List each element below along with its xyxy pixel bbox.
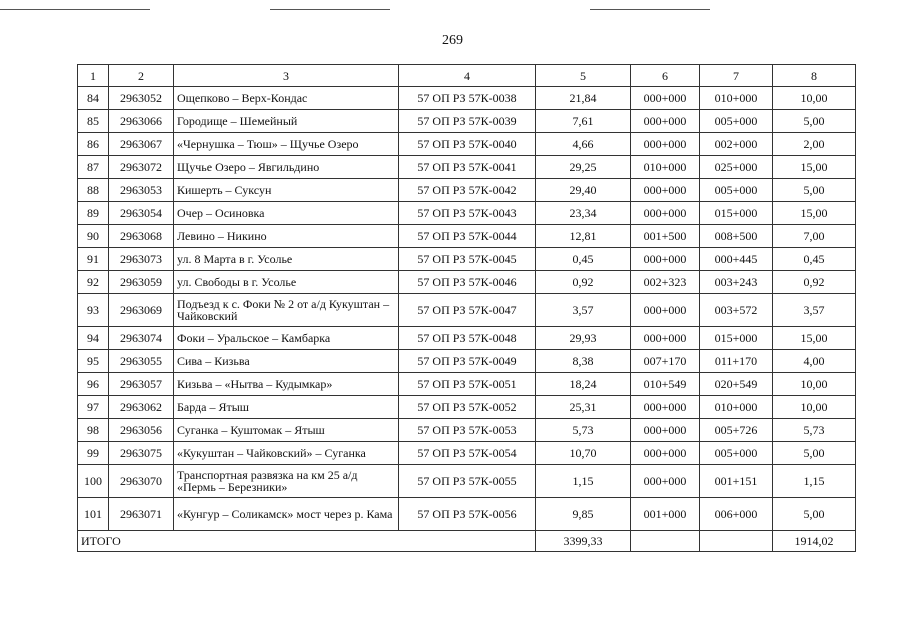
road-code: 2963074	[109, 327, 174, 350]
road-name: Транспортная развязка на км 25 а/д «Пермь – Березники»	[174, 465, 399, 498]
road-name: «Чернушка – Тюш» – Щучье Озеро	[174, 133, 399, 156]
table-row	[78, 350, 856, 373]
road-name: Кизьва – «Нытва – Кудымкар»	[174, 373, 399, 396]
km-end: 010+000	[700, 396, 773, 419]
total-section-length: 1914,02	[773, 531, 856, 552]
km-start: 007+170	[631, 350, 700, 373]
road-id: 57 ОП РЗ 57К-0042	[399, 179, 536, 202]
road-id: 57 ОП РЗ 57К-0052	[399, 396, 536, 419]
row-number: 85	[78, 110, 109, 133]
section-length: 15,00	[773, 202, 856, 225]
table-row	[78, 110, 856, 133]
road-length: 29,25	[536, 156, 631, 179]
km-start: 000+000	[631, 110, 700, 133]
section-length: 5,00	[773, 442, 856, 465]
row-number: 86	[78, 133, 109, 156]
road-id: 57 ОП РЗ 57К-0049	[399, 350, 536, 373]
table-row	[78, 202, 856, 225]
row-number: 100	[78, 465, 109, 498]
road-id: 57 ОП РЗ 57К-0051	[399, 373, 536, 396]
km-start: 000+000	[631, 442, 700, 465]
table-row	[78, 442, 856, 465]
row-number: 98	[78, 419, 109, 442]
header-cell: 2	[109, 65, 174, 87]
section-length: 5,00	[773, 110, 856, 133]
road-id: 57 ОП РЗ 57К-0047	[399, 294, 536, 327]
road-register-table	[77, 64, 856, 552]
table-row	[78, 156, 856, 179]
header-row	[78, 65, 856, 87]
road-name: Фоки – Уральское – Камбарка	[174, 327, 399, 350]
section-length: 3,57	[773, 294, 856, 327]
table-row	[78, 87, 856, 110]
km-end: 008+500	[700, 225, 773, 248]
road-code: 2963069	[109, 294, 174, 327]
row-number: 101	[78, 498, 109, 531]
total-row	[78, 531, 856, 552]
road-name: Ощепково – Верх-Кондас	[174, 87, 399, 110]
row-number: 84	[78, 87, 109, 110]
km-end: 000+445	[700, 248, 773, 271]
road-name: Щучье Озеро – Явгильдино	[174, 156, 399, 179]
road-code: 2963059	[109, 271, 174, 294]
road-id: 57 ОП РЗ 57К-0048	[399, 327, 536, 350]
road-length: 18,24	[536, 373, 631, 396]
road-id: 57 ОП РЗ 57К-0054	[399, 442, 536, 465]
top-rule-right	[590, 9, 710, 10]
table-row	[78, 294, 856, 327]
road-name: Барда – Ятыш	[174, 396, 399, 419]
road-id: 57 ОП РЗ 57К-0045	[399, 248, 536, 271]
road-code: 2963071	[109, 498, 174, 531]
road-code: 2963056	[109, 419, 174, 442]
row-number: 93	[78, 294, 109, 327]
row-number: 95	[78, 350, 109, 373]
table-row	[78, 327, 856, 350]
km-start: 000+000	[631, 465, 700, 498]
km-start: 000+000	[631, 202, 700, 225]
road-code: 2963073	[109, 248, 174, 271]
road-length: 10,70	[536, 442, 631, 465]
km-end: 006+000	[700, 498, 773, 531]
section-length: 2,00	[773, 133, 856, 156]
top-rule-left	[0, 9, 150, 10]
total-label: ИТОГО	[78, 531, 536, 552]
table-row	[78, 248, 856, 271]
road-name: Городище – Шемейный	[174, 110, 399, 133]
km-end: 005+000	[700, 179, 773, 202]
road-code: 2963067	[109, 133, 174, 156]
road-name: Кишерть – Суксун	[174, 179, 399, 202]
km-start: 000+000	[631, 419, 700, 442]
road-name: ул. Свободы в г. Усолье	[174, 271, 399, 294]
road-id: 57 ОП РЗ 57К-0038	[399, 87, 536, 110]
road-code: 2963062	[109, 396, 174, 419]
header-cell: 1	[78, 65, 109, 87]
header-cell: 8	[773, 65, 856, 87]
section-length: 15,00	[773, 156, 856, 179]
road-length: 23,34	[536, 202, 631, 225]
row-number: 88	[78, 179, 109, 202]
row-number: 90	[78, 225, 109, 248]
table-row	[78, 373, 856, 396]
section-length: 5,73	[773, 419, 856, 442]
road-length: 4,66	[536, 133, 631, 156]
top-rule-center	[270, 9, 390, 10]
header-cell: 5	[536, 65, 631, 87]
road-code: 2963072	[109, 156, 174, 179]
section-length: 10,00	[773, 396, 856, 419]
road-name: Левино – Никино	[174, 225, 399, 248]
km-end: 015+000	[700, 327, 773, 350]
header-cell: 7	[700, 65, 773, 87]
km-end: 015+000	[700, 202, 773, 225]
road-name: ул. 8 Марта в г. Усолье	[174, 248, 399, 271]
table-row	[78, 133, 856, 156]
row-number: 99	[78, 442, 109, 465]
road-name: Суганка – Куштомак – Ятыш	[174, 419, 399, 442]
road-length: 0,45	[536, 248, 631, 271]
km-start: 000+000	[631, 396, 700, 419]
road-code: 2963052	[109, 87, 174, 110]
section-length: 4,00	[773, 350, 856, 373]
km-end: 005+726	[700, 419, 773, 442]
row-number: 94	[78, 327, 109, 350]
road-id: 57 ОП РЗ 57К-0056	[399, 498, 536, 531]
section-length: 0,45	[773, 248, 856, 271]
km-start: 010+000	[631, 156, 700, 179]
road-code: 2963055	[109, 350, 174, 373]
km-start: 001+000	[631, 498, 700, 531]
road-length: 8,38	[536, 350, 631, 373]
road-id: 57 ОП РЗ 57К-0040	[399, 133, 536, 156]
section-length: 0,92	[773, 271, 856, 294]
km-end: 002+000	[700, 133, 773, 156]
road-length: 1,15	[536, 465, 631, 498]
km-end: 010+000	[700, 87, 773, 110]
km-start: 000+000	[631, 179, 700, 202]
road-length: 7,61	[536, 110, 631, 133]
row-number: 89	[78, 202, 109, 225]
km-start: 000+000	[631, 87, 700, 110]
road-id: 57 ОП РЗ 57К-0044	[399, 225, 536, 248]
road-code: 2963053	[109, 179, 174, 202]
km-end: 003+243	[700, 271, 773, 294]
km-end: 025+000	[700, 156, 773, 179]
km-start: 001+500	[631, 225, 700, 248]
km-start: 000+000	[631, 133, 700, 156]
road-id: 57 ОП РЗ 57К-0053	[399, 419, 536, 442]
km-end: 001+151	[700, 465, 773, 498]
road-length: 5,73	[536, 419, 631, 442]
km-start: 000+000	[631, 294, 700, 327]
row-number: 96	[78, 373, 109, 396]
road-length: 9,85	[536, 498, 631, 531]
section-length: 10,00	[773, 373, 856, 396]
km-start: 010+549	[631, 373, 700, 396]
table-row	[78, 465, 856, 498]
road-length: 29,40	[536, 179, 631, 202]
km-end: 020+549	[700, 373, 773, 396]
header-cell: 6	[631, 65, 700, 87]
row-number: 92	[78, 271, 109, 294]
road-code: 2963070	[109, 465, 174, 498]
road-length: 3,57	[536, 294, 631, 327]
table-row	[78, 396, 856, 419]
section-length: 5,00	[773, 179, 856, 202]
road-length: 29,93	[536, 327, 631, 350]
section-length: 10,00	[773, 87, 856, 110]
table-row	[78, 179, 856, 202]
road-length: 12,81	[536, 225, 631, 248]
road-name: Сива – Кизьва	[174, 350, 399, 373]
section-length: 1,15	[773, 465, 856, 498]
road-name: «Кукуштан – Чайковский» – Суганка	[174, 442, 399, 465]
empty-cell	[700, 531, 773, 552]
km-end: 011+170	[700, 350, 773, 373]
section-length: 15,00	[773, 327, 856, 350]
road-code: 2963075	[109, 442, 174, 465]
km-start: 000+000	[631, 327, 700, 350]
table-row	[78, 225, 856, 248]
header-cell: 3	[174, 65, 399, 87]
section-length: 7,00	[773, 225, 856, 248]
road-id: 57 ОП РЗ 57К-0039	[399, 110, 536, 133]
road-code: 2963066	[109, 110, 174, 133]
road-id: 57 ОП РЗ 57К-0055	[399, 465, 536, 498]
row-number: 97	[78, 396, 109, 419]
km-start: 002+323	[631, 271, 700, 294]
page-number: 269	[442, 33, 463, 48]
km-end: 003+572	[700, 294, 773, 327]
row-number: 91	[78, 248, 109, 271]
road-id: 57 ОП РЗ 57К-0041	[399, 156, 536, 179]
road-name: Очер – Осиновка	[174, 202, 399, 225]
row-number: 87	[78, 156, 109, 179]
road-code: 2963068	[109, 225, 174, 248]
table-row	[78, 271, 856, 294]
road-name: Подъезд к с. Фоки № 2 от а/д Кукуштан – Чайковский	[174, 294, 399, 327]
road-length: 21,84	[536, 87, 631, 110]
total-length: 3399,33	[536, 531, 631, 552]
km-end: 005+000	[700, 110, 773, 133]
table-row	[78, 498, 856, 531]
road-code: 2963057	[109, 373, 174, 396]
road-length: 0,92	[536, 271, 631, 294]
road-code: 2963054	[109, 202, 174, 225]
table-row	[78, 419, 856, 442]
km-start: 000+000	[631, 248, 700, 271]
road-id: 57 ОП РЗ 57К-0043	[399, 202, 536, 225]
km-end: 005+000	[700, 442, 773, 465]
empty-cell	[631, 531, 700, 552]
road-name: «Кунгур – Соликамск» мост через р. Кама	[174, 498, 399, 531]
header-cell: 4	[399, 65, 536, 87]
road-length: 25,31	[536, 396, 631, 419]
section-length: 5,00	[773, 498, 856, 531]
road-id: 57 ОП РЗ 57К-0046	[399, 271, 536, 294]
